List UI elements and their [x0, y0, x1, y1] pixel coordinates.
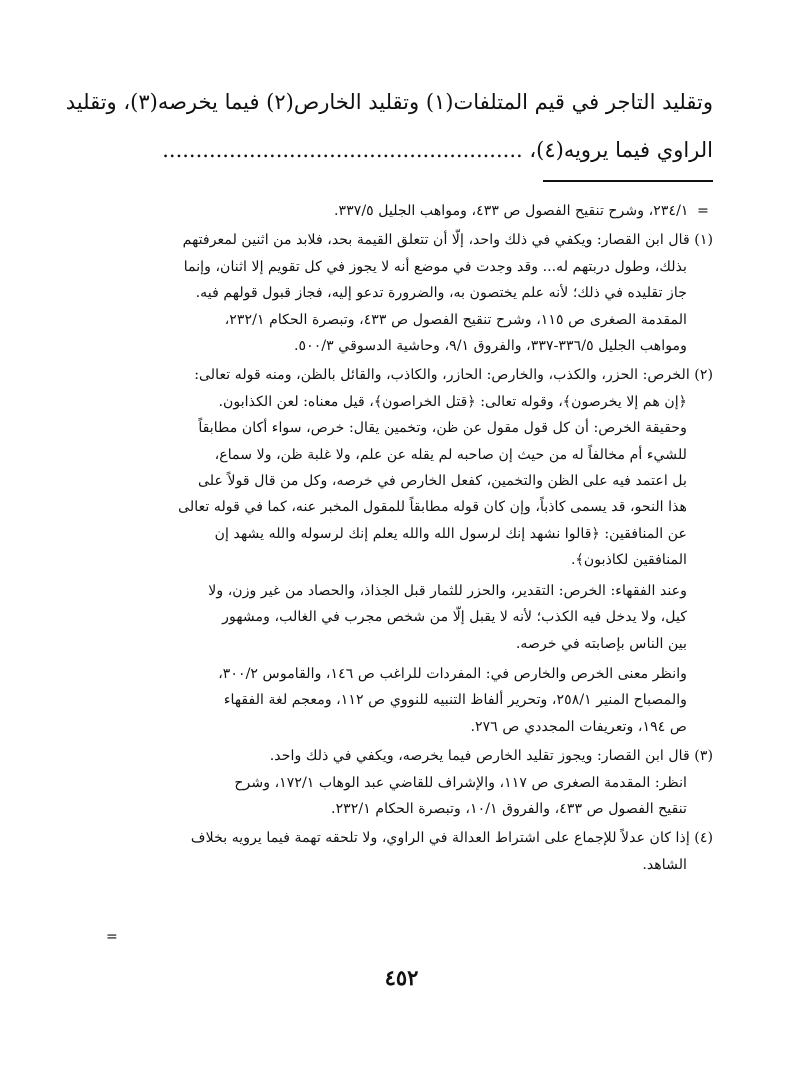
footnote-continues-marker: = — [106, 929, 118, 945]
main-text-line: وتقليد التاجر في قيم المتلفات(١) وتقليد الخارص(٢) فيما يخرصه(٣)، وتقليد — [65, 90, 713, 114]
footnote-number: (١) — [694, 232, 713, 249]
footnotes — [100, 198, 713, 878]
footnote-2: (٢) الخرص: الحزر، والكذب، والخارص: الحازر، والكاذب، والقائل بالظن، ومنه قوله تعالى: ﴿إن هم إلا يخرصون﴾، وقوله تعالى: ﴿قتل الخراصون﴾، قيل معناه: لعن الكذابون. وحقيقة الخرص: أن كل قول مقول عن ظن، وتخمين يقال: خرص، سواء أكان مطابقاً للشيء أم مخالفاً له من حيث إن صاحبه لم يقله عن علم، ولا غلبة ظن، ولا سماع، بل اعتمد فيه على الظن والتخمين، كفعل الخارص في خرصه، وكل من قال قولاً على هذا النحو، قد يسمى كاذباً، وإن كان قوله مطابقاً للمقول المخبر عنه، كما في قوله تعالى عن المنافقين: ﴿قالوا نشهد إنك لرسول الله والله يعلم إنك لرسوله والله يشهد إن المنافقين لكاذبون﴾. وعند الفقهاء: الخرص: التقدير، والحزر للثمار قبل الجذاذ، والحصاد من غير وزن، ولا كيل، ولا يدخل فيه الكذب؛ لأنه لا يقبل إلّا من شخص مجرب في الغالب، ومشهور بين الناس بإصابته في خرصه. وانظر معنى الخرص والخارص في: المفردات للراغب ص ١٤٦، والقاموس ٣٠٠/٢، والمصباح المنير ٢٥٨/١، وتحرير ألفاظ التنبيه للنووي ص ١١٢، ومعجم لغة الفقهاء ص ١٩٤، وتعريفات المجددي ص ٢٧٦. — [178, 367, 713, 735]
page-number: ٤٥٢ — [384, 965, 419, 990]
footnote-number: (٣) — [694, 748, 713, 765]
footnote-4: (٤) إذا كان عدلاً للإجماع على اشتراط العدالة في الراوي، ولا تلحقه تهمة فيما يرويه بخلاف الشاهد. — [190, 830, 713, 873]
footnote-number: (٤) — [694, 830, 713, 847]
footnote-number: (٢) — [694, 367, 713, 384]
main-text — [65, 78, 713, 174]
footnote-3: (٣) قال ابن القصار: ويجوز تقليد الخارص فيما يخرصه، ويكفي في ذلك واحد. انظر: المقدمة الصغرى ص ١١٧، والإشراف للقاضي عبد الوهاب ١٧٢/١، وشرح تنقيح الفصول ص ٤٣٣، والفروق ١٠/١، وتبصرة الحكام ٢٣٢/١. — [234, 748, 713, 817]
footnote-continuation: = ٢٣٤/١، وشرح تنقيح الفصول ص ٤٣٣، ومواهب الجليل ٣٣٧/٥. — [100, 198, 713, 224]
continuation-marker: = — [697, 203, 709, 219]
footnote-separator — [543, 180, 713, 182]
main-text-line: الراوي فيما يرويه(٤)، ...................................................... — [162, 138, 713, 162]
footnote-1: (١) قال ابن القصار: ويكفي في ذلك واحد، إلّا أن تتعلق القيمة بحد، فلابد من اثنين لمعرفتهم بذلك، وطول دربتهم له... وقد وجدت في موضع أنه لا يجوز في كل تقويم إلا اثنان، وإنما جاز تقليده في ذلك؛ لأنه علم يختصون به، والضرورة تدعو إليه، فجاز قبول قولهم فيه. المقدمة الصغرى ص ١١٥، وشرح تنقيح الفصول ص ٤٣٣، وتبصرة الحكام ٢٣٢/١، ومواهب الجليل ٣٣٦/٥-٣٣٧، والفروق ٩/١، وحاشية الدسوقي ٥٠٠/٣. — [182, 232, 713, 355]
